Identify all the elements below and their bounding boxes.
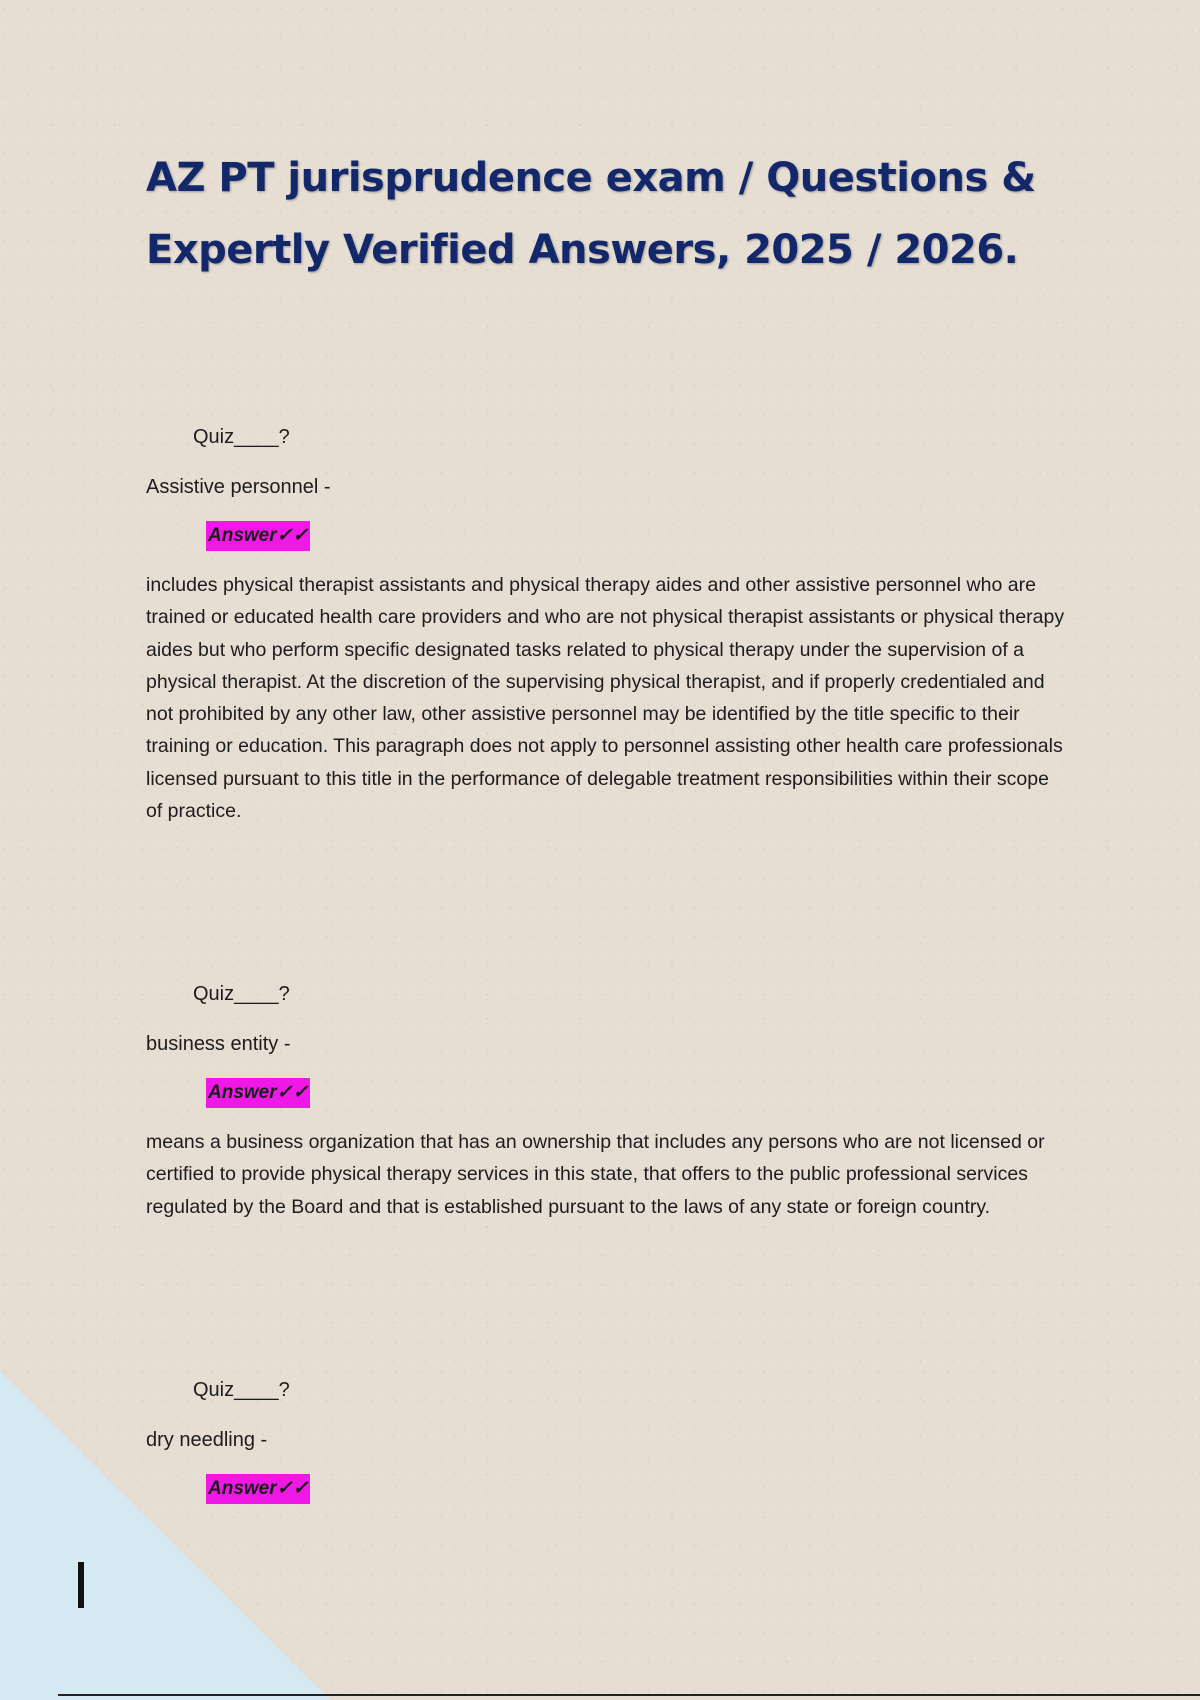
document-title: AZ PT jurisprudence exam / Questions & Expertly Verified Answers, 2025 / 2026. <box>146 155 1036 273</box>
term-label: Assistive personnel - <box>146 476 331 498</box>
quiz-label: Quiz____? <box>193 983 290 1005</box>
qa-item <box>146 1378 1066 1504</box>
quiz-label: Quiz____? <box>193 426 290 448</box>
term-label: business entity - <box>146 1033 291 1055</box>
term-label: dry needling - <box>146 1429 268 1451</box>
definition-text: means a business organization that has an ownership that includes any persons who are not licensed or certified to provide physical therapy services in this state, that offers to the public professional services regulated by the Board and that is established pursuant to the laws of any state or foreign country. <box>146 1131 1045 1218</box>
qa-item <box>146 425 1066 827</box>
answer-badge: Answer✓✓ <box>206 1078 310 1108</box>
bottom-divider <box>58 1694 1200 1696</box>
qa-item <box>146 982 1066 1223</box>
definition-text: includes physical therapist assistants and physical therapy aides and other assistive personnel who are trained or educated health care providers and who are not physical therapist assistants or physical therapy aides but who perform specific designated tasks related to physical therapy under the supervision of a physical therapist. At the discretion of the supervising physical therapist, and if properly credentialed and not prohibited by any other law, other assistive personnel may be identified by the title specific to their training or education. This paragraph does not apply to personnel assisting other health care professionals licensed pursuant to this title in the performance of delegable treatment responsibilities within their scope of practice. <box>146 574 1065 823</box>
answer-badge: Answer✓✓ <box>206 521 310 551</box>
vertical-bar-mark <box>78 1562 84 1608</box>
quiz-label: Quiz____? <box>193 1379 290 1401</box>
answer-badge: Answer✓✓ <box>206 1474 310 1504</box>
